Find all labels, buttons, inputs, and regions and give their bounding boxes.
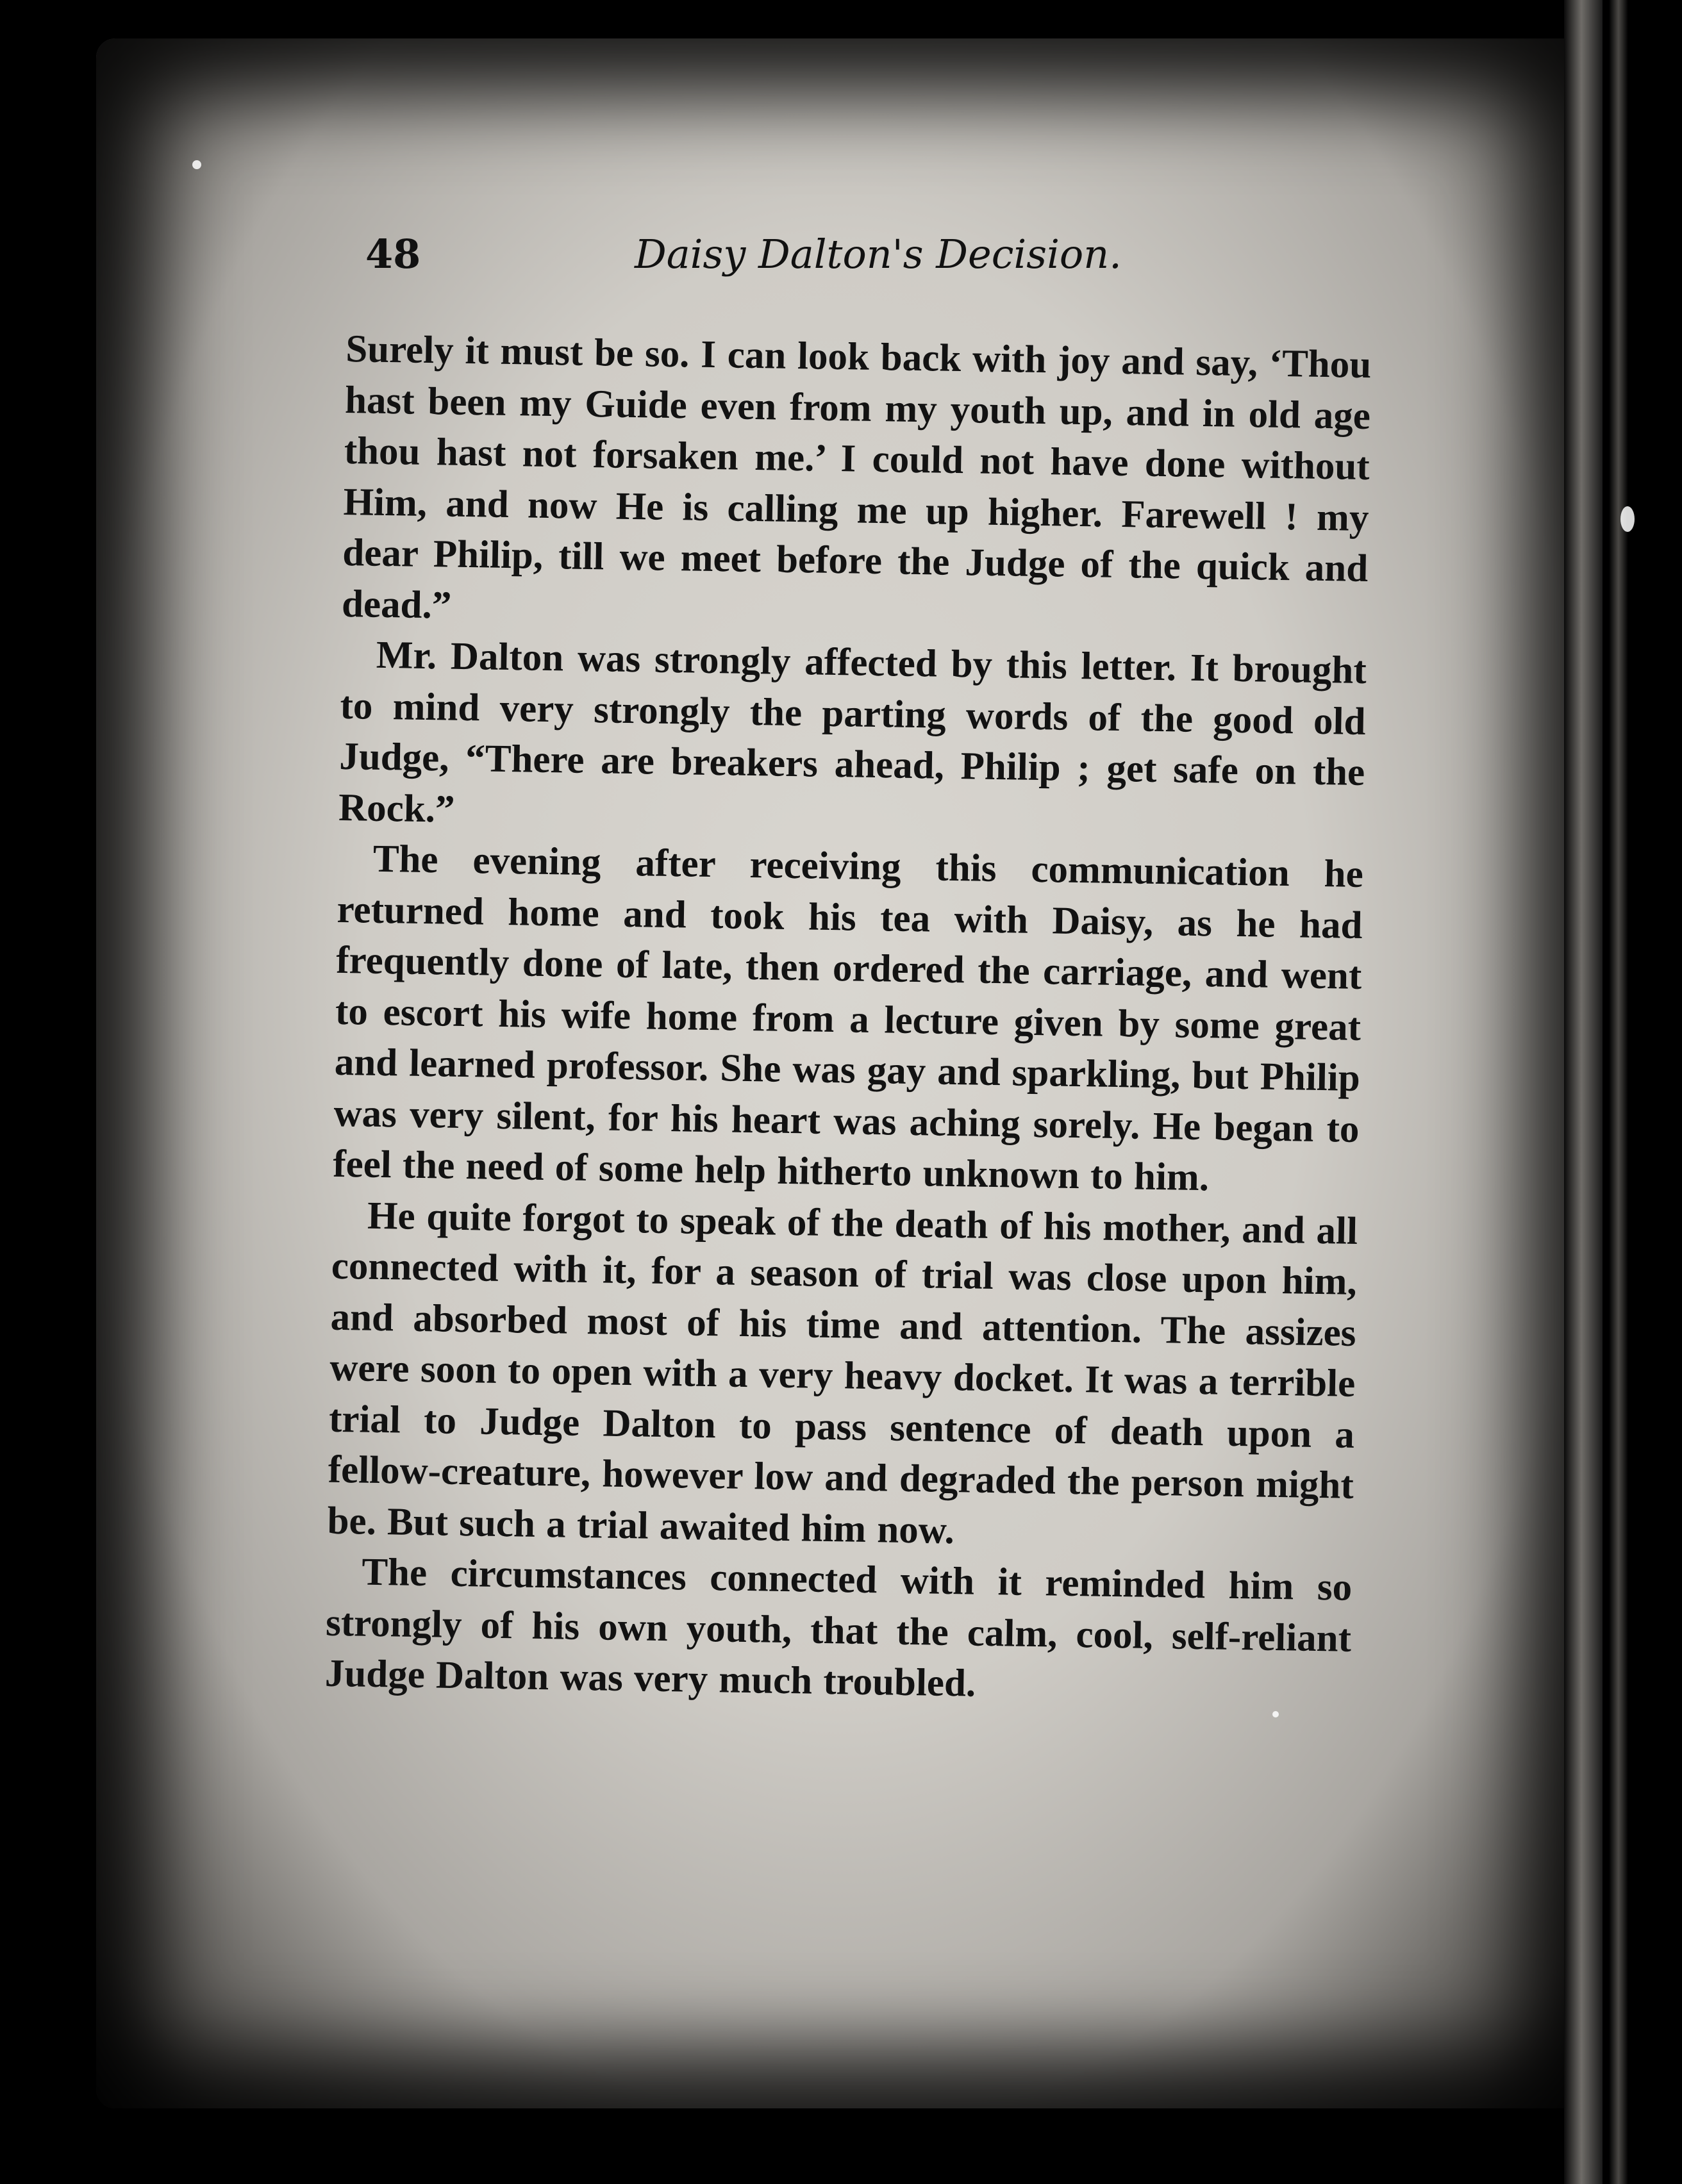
paragraph-5: The circumstances connected with it reminded him so strongly of his own youth, that the calm, cool, self-reliant Judge Dalton was very much troubled. bbox=[324, 1550, 1353, 1705]
dust-speck bbox=[192, 160, 201, 169]
running-head: Daisy Dalton's Decision. bbox=[635, 231, 1122, 277]
binding-edge bbox=[1564, 0, 1603, 2184]
page-number: 48 bbox=[365, 231, 421, 277]
paragraph-4: He quite forgot to speak of the death of his mother, and all connected with it, for a season of trial was close upon him, and absorbed most of his time and attention. The assizes were soon to open with a very heavy docket. It was a terrible trial to Judge Dalton to pass sentence of death upon a fellow-creature, however low and degraded the person might be. But such a trial awaited him now. bbox=[327, 1194, 1358, 1552]
paragraph-3: The evening after receiving this communication he returned home and took his tea with Daisy, as he had frequently done of late, then ordered the carriage, and went to escort his wife home from a lecture given by some great and learned professor. She was gay and sparkling, but Philip was very silent, for his heart was aching sorely. He began to feel the need of some help hitherto unknown to him. bbox=[332, 837, 1364, 1200]
dust-speck bbox=[1620, 506, 1635, 532]
body-text bbox=[324, 324, 1372, 1715]
binding-edge-outer bbox=[1609, 0, 1628, 2184]
paragraph-2: Mr. Dalton was strongly affected by this letter. It brought to mind very strongly the parting words of the good old Judge, “There are breakers ahead, Philip ; get safe on the Rock.” bbox=[338, 633, 1367, 831]
paragraph-1: Surely it must be so. I can look back with joy and say, ‘Thou hast been my Guide even from my youth up, and in old age thou hast not forsaken me.’ I could not have done without Him, and now He is calling me up higher. Farewell ! my dear Philip, till we meet before the Judge of the quick and dead.” bbox=[341, 327, 1372, 627]
page-header bbox=[365, 231, 1135, 301]
